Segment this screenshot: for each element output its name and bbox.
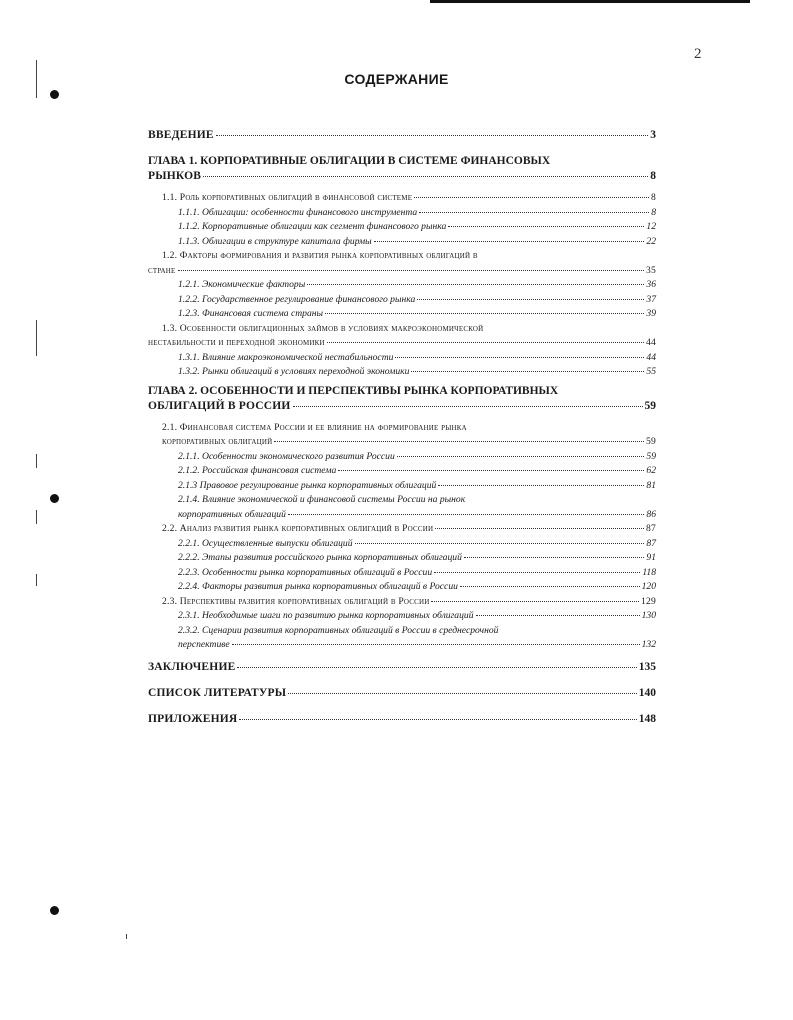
leader-dots bbox=[232, 643, 640, 645]
punch-hole-mark bbox=[50, 90, 59, 99]
leader-dots bbox=[307, 283, 644, 285]
leader-dots bbox=[431, 600, 639, 602]
toc-entry-2-2-3[interactable]: 2.2.3. Особенности рынка корпоративных облигаций в России 118 bbox=[178, 566, 656, 578]
scan-edge-mark bbox=[126, 934, 127, 939]
toc-entry-1-2-1[interactable]: 1.2.1. Экономические факторы 36 bbox=[178, 279, 656, 290]
toc-entry-2-2-4[interactable]: 2.2.4. Факторы развития рынка корпоративных облигаций в России 120 bbox=[178, 581, 656, 592]
leader-dots bbox=[216, 134, 648, 136]
scan-edge-mark bbox=[36, 60, 37, 98]
leader-dots bbox=[438, 484, 644, 486]
toc-entry-2-1-1[interactable]: 2.1.1. Особенности экономического развития России 59 bbox=[178, 450, 656, 462]
toc-entry-2-3-1[interactable]: 2.3.1. Необходимые шаги по развитию рынка корпоративных облигаций 130 bbox=[178, 610, 656, 621]
leader-dots bbox=[395, 356, 644, 358]
leader-dots bbox=[338, 469, 644, 471]
toc-entry-2-2[interactable]: 2.2. Анализ развития рынка корпоративных облигаций в России 87 bbox=[162, 523, 656, 534]
toc-entry-1-2[interactable]: 1.2. Факторы формирования и развития рынка корпоративных облигаций в стране 35 bbox=[148, 250, 656, 276]
leader-dots bbox=[476, 614, 640, 616]
leader-dots bbox=[293, 405, 643, 407]
leader-dots bbox=[288, 513, 645, 515]
scan-edge-mark bbox=[36, 574, 37, 586]
toc-entry-2-1-4[interactable]: 2.1.4. Влияние экономической и финансовой системы России на рынок корпоративных облигаций 86 bbox=[178, 494, 656, 520]
leader-dots bbox=[435, 527, 644, 529]
toc-entry-1-2-2[interactable]: 1.2.2. Государственное регулирование финансового рынка 37 bbox=[178, 293, 656, 305]
toc-entry-1-2-3[interactable]: 1.2.3. Финансовая система страны 39 bbox=[178, 308, 656, 319]
table-of-contents bbox=[148, 128, 656, 727]
toc-entry-1-3[interactable]: 1.3. Особенности облигационных займов в условиях макроэкономической нестабильности и переходной экономики 44 bbox=[148, 322, 656, 348]
leader-dots bbox=[414, 196, 649, 198]
toc-entry-1-1-3[interactable]: 1.1.3. Облигации в структуре капитала фирмы 22 bbox=[178, 235, 656, 247]
leader-dots bbox=[239, 718, 636, 720]
toc-entry-1-1[interactable]: 1.1. Роль корпоративных облигаций в финансовой системе 8 bbox=[162, 192, 656, 203]
leader-dots bbox=[203, 175, 648, 177]
scan-edge-mark bbox=[36, 454, 37, 468]
punch-hole-mark bbox=[50, 494, 59, 503]
leader-dots bbox=[464, 556, 645, 558]
leader-dots bbox=[288, 692, 637, 694]
toc-entry-conclusion[interactable]: ЗАКЛЮЧЕНИЕ 135 bbox=[148, 660, 656, 673]
leader-dots bbox=[374, 240, 645, 242]
toc-entry-2-1-3[interactable]: 2.1.3 Правовое регулирование рынка корпоративных облигаций 81 bbox=[178, 479, 656, 491]
leader-dots bbox=[178, 269, 644, 271]
leader-dots bbox=[419, 211, 649, 213]
toc-entry-appendices[interactable]: ПРИЛОЖЕНИЯ 148 bbox=[148, 712, 656, 725]
toc-entry-2-3[interactable]: 2.3. Перспективы развития корпоративных облигаций в России 129 bbox=[162, 595, 656, 607]
toc-entry-chapter-1[interactable]: ГЛАВА 1. КОРПОРАТИВНЫЕ ОБЛИГАЦИИ В СИСТЕМЕ ФИНАНСОВЫХ РЫНКОВ 8 bbox=[148, 155, 656, 182]
leader-dots bbox=[237, 666, 636, 668]
page-title: СОДЕРЖАНИЕ bbox=[344, 71, 449, 87]
toc-entry-literature[interactable]: СПИСОК ЛИТЕРАТУРЫ 140 bbox=[148, 686, 656, 699]
leader-dots bbox=[417, 298, 644, 300]
leader-dots bbox=[327, 341, 644, 343]
toc-entry-1-3-2[interactable]: 1.3.2. Рынки облигаций в условиях переходной экономики 55 bbox=[178, 366, 656, 377]
leader-dots bbox=[274, 440, 644, 442]
scan-edge-mark bbox=[36, 510, 37, 524]
toc-entry-2-1-2[interactable]: 2.1.2. Российская финансовая система 62 bbox=[178, 465, 656, 476]
toc-entry-2-1[interactable]: 2.1. Финансовая система России и ее влияние на формирование рынка корпоративных облигаций 59 bbox=[162, 421, 656, 447]
toc-entry-2-3-2[interactable]: 2.3.2. Сценарии развития корпоративных облигаций в России в среднесрочной перспективе 132 bbox=[178, 624, 656, 650]
leader-dots bbox=[397, 455, 645, 457]
toc-entry-1-3-1[interactable]: 1.3.1. Влияние макроэкономической нестабильности 44 bbox=[178, 351, 656, 363]
toc-entry-introduction[interactable]: ВВЕДЕНИЕ 3 bbox=[148, 129, 656, 141]
toc-entry-2-2-1[interactable]: 2.2.1. Осуществленные выпуски облигаций 87 bbox=[178, 537, 656, 549]
scan-top-edge bbox=[430, 0, 750, 3]
leader-dots bbox=[325, 312, 644, 314]
toc-entry-1-1-1[interactable]: 1.1.1. Облигации: особенности финансового инструмента 8 bbox=[178, 206, 656, 218]
toc-entry-1-1-2[interactable]: 1.1.2. Корпоративные облигации как сегмент финансового рынка 12 bbox=[178, 221, 656, 232]
page-number: 2 bbox=[694, 46, 702, 62]
leader-dots bbox=[355, 542, 645, 544]
toc-entry-chapter-2[interactable]: ГЛАВА 2. ОСОБЕННОСТИ И ПЕРСПЕКТИВЫ РЫНКА КОРПОРАТИВНЫХ ОБЛИГАЦИЙ В РОССИИ 59 bbox=[148, 384, 656, 412]
leader-dots bbox=[434, 571, 640, 573]
leader-dots bbox=[411, 370, 644, 372]
leader-dots bbox=[448, 225, 644, 227]
leader-dots bbox=[460, 585, 640, 587]
scan-edge-mark bbox=[36, 320, 37, 356]
toc-entry-2-2-2[interactable]: 2.2.2. Этапы развития российского рынка корпоративных облигаций 91 bbox=[178, 552, 656, 563]
punch-hole-mark bbox=[50, 906, 59, 915]
